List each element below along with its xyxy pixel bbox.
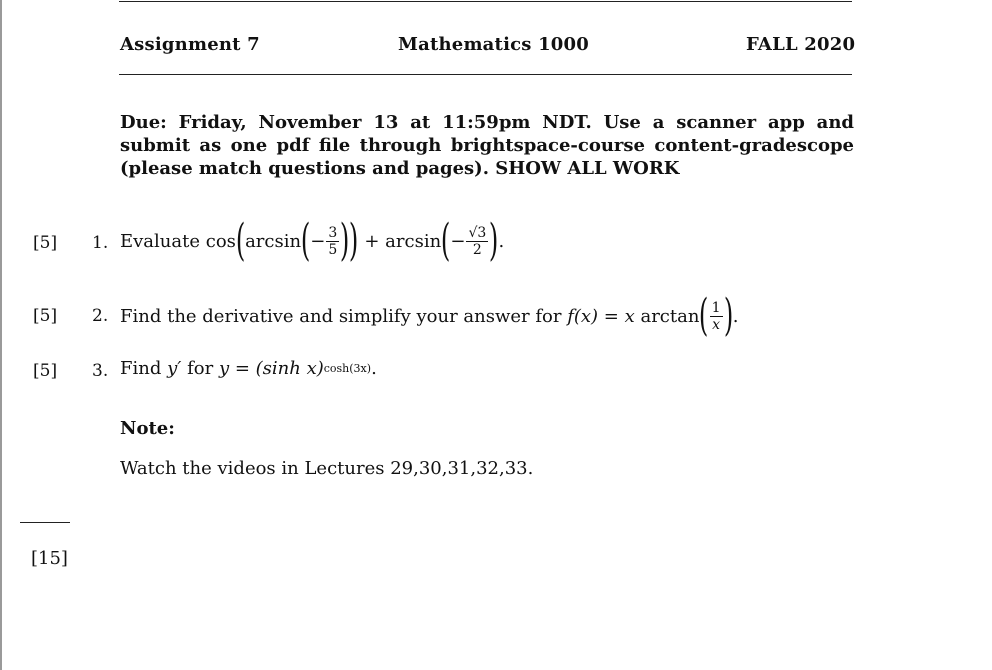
q1-sqrt-fraction <box>466 225 488 258</box>
q3-exponent: cosh(3x) <box>323 362 372 375</box>
q1-paren-close-3: ) <box>489 215 499 266</box>
question-3-number: 3. <box>92 361 109 381</box>
question-1 <box>120 215 505 266</box>
question-1-text: Evaluate <box>120 230 201 252</box>
due-instructions: Due: Friday, November 13 at 11:59pm NDT. Use a scanner app and submit as one pdf file through brightspace-course content-gradescope (please match questions and pages). SHOW ALL WORK <box>120 112 854 179</box>
total-rule <box>20 522 70 523</box>
question-2-marks: [5] <box>33 306 58 326</box>
q1-paren-open-2: ( <box>300 215 311 266</box>
q1-paren-close-2: ) <box>340 215 350 266</box>
note-heading: Note: <box>120 418 175 439</box>
q2-lhs: f(x) = x <box>567 305 635 327</box>
q1-sqrt-den: 2 <box>472 241 482 258</box>
top-rule <box>119 1 852 2</box>
q2-paren-close: ) <box>723 290 733 341</box>
q1-sqrt-num: √3 <box>468 224 487 241</box>
q2-end: . <box>732 305 739 327</box>
question-2-text: Find the derivative and simplify your answer for <box>120 305 562 327</box>
q2-paren-open: ( <box>699 290 709 341</box>
question-3 <box>120 358 377 379</box>
question-2 <box>120 290 739 341</box>
question-2-number: 2. <box>92 306 109 326</box>
q3-yprime: y′ <box>167 358 182 379</box>
q1-minus: − <box>310 230 326 252</box>
q2-fraction <box>710 300 723 333</box>
q1-frac-den: 5 <box>328 241 338 258</box>
total-marks: [15] <box>31 548 68 569</box>
question-1-number: 1. <box>92 233 109 253</box>
question-3-text: Find <box>120 358 162 379</box>
question-3-marks: [5] <box>33 361 58 381</box>
q3-lhs: y = (sinh x) <box>218 358 324 379</box>
note-text: Watch the videos in Lectures 29,30,31,32,33. <box>120 458 534 479</box>
course-title: Mathematics 1000 <box>398 34 589 55</box>
question-1-marks: [5] <box>33 233 58 253</box>
q1-minus-2: − <box>450 230 466 252</box>
q1-paren-close: ) <box>349 215 359 266</box>
assignment-title: Assignment 7 <box>120 34 260 55</box>
q2-arctan: arctan <box>640 305 700 327</box>
q1-frac-num: 3 <box>328 224 338 241</box>
q2-frac-num: 1 <box>711 299 721 316</box>
q1-plus-arcsin: + arcsin <box>364 230 442 252</box>
q3-end: . <box>371 358 377 379</box>
header-rule <box>119 74 852 75</box>
q1-paren-open: ( <box>235 215 246 266</box>
q2-frac-den: x <box>712 316 721 333</box>
term-label: FALL 2020 <box>746 34 856 55</box>
q1-fraction <box>326 225 339 258</box>
q1-end: . <box>498 230 505 252</box>
q1-cos: cos <box>205 230 236 252</box>
q1-arcsin: arcsin <box>245 230 302 252</box>
q3-for: for <box>187 358 214 379</box>
q1-paren-open-3: ( <box>441 215 451 266</box>
page-edge <box>0 0 2 670</box>
